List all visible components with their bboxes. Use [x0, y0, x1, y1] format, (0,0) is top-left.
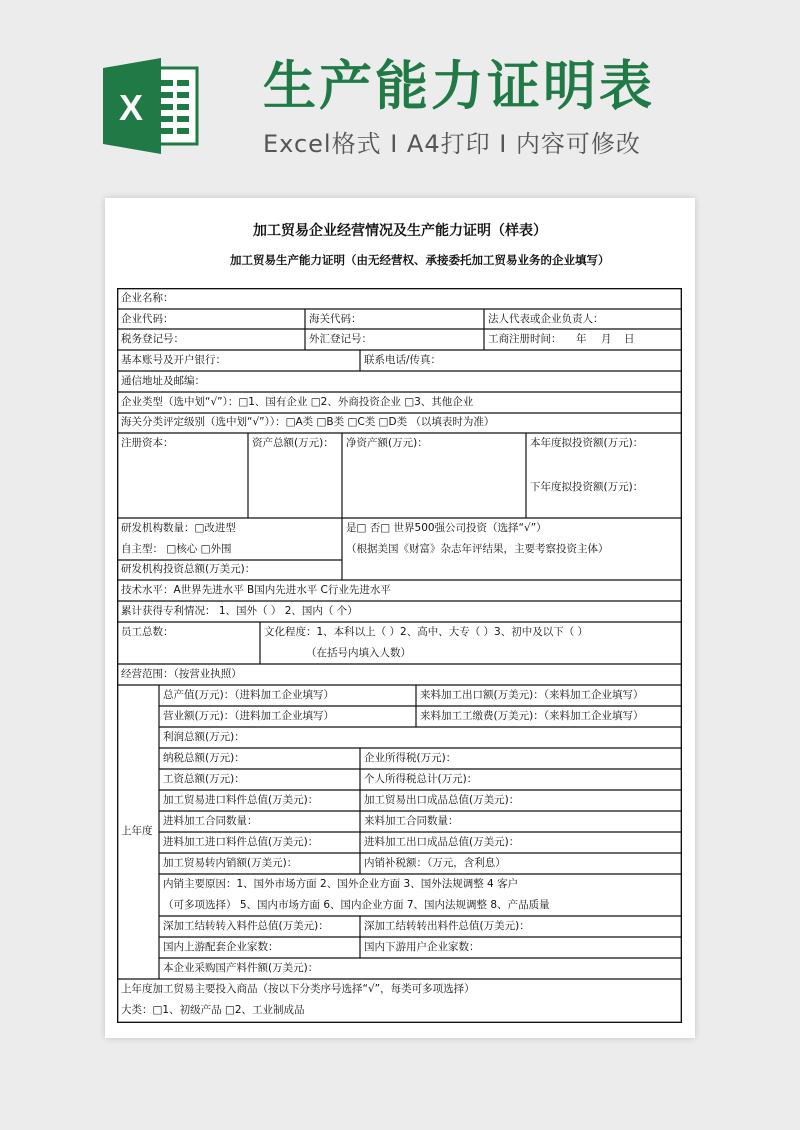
profit-label: 利润总额(万元)： [163, 731, 245, 743]
downstream-label: 国内下游用户企业家数： [364, 941, 480, 953]
outward-contracts-label: 来料加工合同数量： [364, 815, 459, 827]
logo-letter: X [118, 87, 144, 128]
biz-reg-date-label: 工商注册时间： [488, 333, 562, 345]
deep-out-label: 深加工结转转出料件总值(万美元)： [364, 920, 530, 932]
last-year-label: 上年度 [121, 825, 153, 837]
rd-invest-label: 研发机构投资总额(万美元)： [121, 563, 256, 575]
phone-fax-label: 联系电话/传真： [364, 354, 442, 366]
rd-count-label: 研发机构数量：□改进型 [121, 522, 236, 534]
customs-class-options: 海关分类评定级别（选中划“√”））：□A类 □B类 □C类 □D类 （以填表时为准） [121, 416, 495, 428]
invest-next-year-label: 下年度拟投资额(万元)： [530, 481, 644, 493]
bank-account-label: 基本账号及开户银行： [121, 354, 226, 366]
corp-tax-label: 企业所得税(万元)： [364, 752, 457, 764]
self-type-options: 自主型： □核心 □外围 [121, 543, 232, 555]
upstream-label: 国内上游配套企业家数： [163, 941, 279, 953]
company-name-label: 企业名称： [121, 292, 174, 304]
main-goods-label: 上年度加工贸易主要投入商品（按以下分类序号选择“√”，每类可多项选择） [121, 983, 475, 995]
deep-in-label: 深加工结转转入料件总值(万美元)： [163, 920, 329, 932]
patents-label: 累计获得专利情况： 1、国外（ ） 2、国内（ 个） [121, 605, 358, 617]
reg-capital-label: 注册资本： [121, 437, 174, 449]
fortune-500-options: 是□ 否□ 世界500强公司投资（选择“√”） [346, 522, 547, 534]
month-label: 月 [601, 333, 612, 345]
year-label: 年 [576, 333, 587, 345]
biz-scope-label: 经营范围：（按营业执照） [121, 668, 242, 680]
net-assets-label: 净资产额(万元)： [346, 437, 428, 449]
tax-paid-label: 纳税总额(万元)： [163, 752, 245, 764]
fortune-note: （根据美国《财富》杂志年评结果，主要考察投资主体） [346, 543, 609, 555]
import-materials-label: 加工贸易进口料件总值(万美元)： [163, 794, 319, 806]
company-code-label: 企业代码： [121, 313, 174, 325]
invest-this-year-label: 本年度拟投资额(万元)： [530, 437, 644, 449]
processing-fee-label: 来料加工工缴费(万美元)：（来料加工企业填写） [420, 710, 644, 722]
education-label: 文化程度：1、本科以上（ ）2、高中、大专（ ）3、初中及以下（ ） [264, 626, 589, 638]
address-label: 通信地址及邮编： [121, 375, 205, 387]
document-title: 加工贸易企业经营情况及生产能力证明（样表） [253, 223, 547, 239]
legal-rep-label: 法人代表或企业负责人： [488, 313, 604, 325]
category-options: 大类：□1、初级产品 □2、工业制成品 [121, 1004, 305, 1016]
domestic-purchase-label: 本企业采购国产料件额(万美元)： [163, 962, 319, 974]
domestic-sales-label: 加工贸易转内销额(万美元)： [163, 857, 298, 869]
domestic-reason-line-2: （可多项选择） 5、国内市场方面 6、国内企业方面 7、国内法规调整 8、产品质量 [163, 899, 550, 911]
inward-export-label: 进料加工出口成品总值(万美元)： [364, 836, 520, 848]
inward-import-label: 进料加工进口料件总值(万美元)： [163, 836, 319, 848]
forex-reg-label: 外汇登记号： [309, 333, 372, 345]
total-output-label: 总产值(万元)：（进料加工企业填写） [163, 689, 334, 701]
import-value-label: 来料加工出口额(万美元)：（来料加工企业填写） [420, 689, 644, 701]
personal-tax-label: 个人所得税总计(万元)： [364, 773, 478, 785]
inward-contracts-label: 进料加工合同数量： [163, 815, 258, 827]
document-subtitle: 加工贸易生产能力证明（由无经营权、承接委托加工贸易业务的企业填写） [230, 253, 610, 267]
domestic-tax-label: 内销补税额：（万元，含利息） [364, 857, 506, 869]
education-note: （在括号内填入人数） [306, 647, 411, 659]
customs-code-label: 海关代码： [309, 313, 362, 325]
tax-reg-label: 税务登记号： [121, 333, 184, 345]
page-title: 生产能力证明表 [263, 56, 655, 117]
revenue-label: 营业额(万元)：（进料加工企业填写） [163, 710, 334, 722]
page-subtitle: Excel格式 I A4打印 I 内容可修改 [263, 130, 641, 158]
document-sheet [105, 198, 695, 1038]
wages-label: 工资总额(万元)： [163, 773, 245, 785]
excel-logo-icon [103, 58, 201, 154]
day-label: 日 [624, 333, 635, 345]
export-goods-label: 加工贸易出口成品总值(万美元)： [364, 794, 520, 806]
header-banner [0, 0, 800, 190]
domestic-reason-line-1: 内销主要原因：1、国外市场方面 2、国外企业方面 3、国外法规调整 4 客户 [163, 878, 519, 890]
company-type-options: 企业类型（选中划“√”）：□1、国有企业 □2、外商投资企业 □3、其他企业 [121, 396, 474, 408]
employees-label: 员工总数： [121, 626, 174, 638]
tech-level-options: 技术水平：A世界先进水平 B国内先进水平 C行业先进水平 [121, 584, 391, 596]
form-table [117, 288, 682, 1023]
total-assets-label: 资产总额(万元)： [252, 437, 334, 449]
